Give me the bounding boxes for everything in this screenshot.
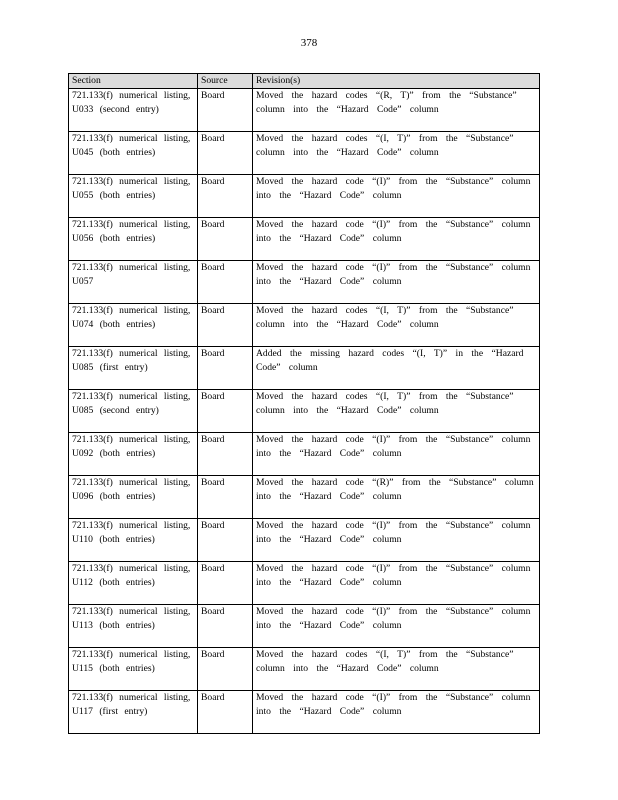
revision-cell: Moved the hazard code “(I)” from the “Substance” column into the “Hazard Code” column — [253, 562, 540, 605]
source-cell: Board — [198, 132, 253, 175]
table-row — [69, 132, 540, 175]
table-row — [69, 476, 540, 519]
table-row — [69, 261, 540, 304]
source-cell: Board — [198, 519, 253, 562]
revisions-table — [68, 73, 540, 734]
table-row — [69, 605, 540, 648]
revision-cell: Moved the hazard code “(I)” from the “Substance” column into the “Hazard Code” column — [253, 433, 540, 476]
source-cell: Board — [198, 347, 253, 390]
section-cell: 721.133(f) numerical listing, U117 (first entry) — [69, 691, 198, 734]
table-row — [69, 433, 540, 476]
section-cell: 721.133(f) numerical listing, U092 (both entries) — [69, 433, 198, 476]
section-cell: 721.133(f) numerical listing, U115 (both entries) — [69, 648, 198, 691]
header-section: Section — [69, 74, 198, 89]
revision-cell: Moved the hazard code “(I)” from the “Substance” column into the “Hazard Code” column — [253, 605, 540, 648]
table-row — [69, 175, 540, 218]
revision-cell: Moved the hazard codes “(I, T)” from the “Substance” column into the “Hazard Code” column — [253, 304, 540, 347]
table-row — [69, 691, 540, 734]
section-cell: 721.133(f) numerical listing, U057 — [69, 261, 198, 304]
header-row — [69, 74, 540, 89]
section-cell: 721.133(f) numerical listing, U033 (second entry) — [69, 89, 198, 132]
table-row — [69, 347, 540, 390]
revision-cell: Added the missing hazard codes “(I, T)” in the “Hazard Code” column — [253, 347, 540, 390]
page-number: 378 — [300, 37, 318, 49]
section-cell: 721.133(f) numerical listing, U074 (both entries) — [69, 304, 198, 347]
section-cell: 721.133(f) numerical listing, U085 (first entry) — [69, 347, 198, 390]
source-cell: Board — [198, 218, 253, 261]
section-cell: 721.133(f) numerical listing, U110 (both entries) — [69, 519, 198, 562]
revision-cell: Moved the hazard code “(I)” from the “Substance” column into the “Hazard Code” column — [253, 261, 540, 304]
table-row — [69, 89, 540, 132]
source-cell: Board — [198, 175, 253, 218]
section-cell: 721.133(f) numerical listing, U112 (both entries) — [69, 562, 198, 605]
section-cell: 721.133(f) numerical listing, U113 (both entries) — [69, 605, 198, 648]
section-cell: 721.133(f) numerical listing, U056 (both entries) — [69, 218, 198, 261]
source-cell: Board — [198, 89, 253, 132]
table-row — [69, 519, 540, 562]
revision-cell: Moved the hazard code “(I)” from the “Substance” column into the “Hazard Code” column — [253, 519, 540, 562]
section-cell: 721.133(f) numerical listing, U055 (both entries) — [69, 175, 198, 218]
source-cell: Board — [198, 691, 253, 734]
header-source: Source — [198, 74, 253, 89]
revision-cell: Moved the hazard code “(R)” from the “Substance” column into the “Hazard Code” column — [253, 476, 540, 519]
revision-cell: Moved the hazard code “(I)” from the “Substance” column into the “Hazard Code” column — [253, 175, 540, 218]
table-row — [69, 562, 540, 605]
table-body — [69, 89, 540, 734]
table-row — [69, 390, 540, 433]
source-cell: Board — [198, 648, 253, 691]
source-cell: Board — [198, 433, 253, 476]
source-cell: Board — [198, 605, 253, 648]
revision-cell: Moved the hazard codes “(I, T)” from the “Substance” column into the “Hazard Code” column — [253, 132, 540, 175]
source-cell: Board — [198, 261, 253, 304]
revision-cell: Moved the hazard code “(I)” from the “Substance” column into the “Hazard Code” column — [253, 218, 540, 261]
table-row — [69, 648, 540, 691]
table-header — [69, 74, 540, 89]
section-cell: 721.133(f) numerical listing, U085 (second entry) — [69, 390, 198, 433]
source-cell: Board — [198, 562, 253, 605]
section-cell: 721.133(f) numerical listing, U045 (both entries) — [69, 132, 198, 175]
revision-cell: Moved the hazard code “(I)” from the “Substance” column into the “Hazard Code” column — [253, 691, 540, 734]
revision-cell: Moved the hazard codes “(I, T)” from the “Substance” column into the “Hazard Code” column — [253, 648, 540, 691]
source-cell: Board — [198, 476, 253, 519]
revision-cell: Moved the hazard codes “(I, T)” from the “Substance” column into the “Hazard Code” column — [253, 390, 540, 433]
source-cell: Board — [198, 390, 253, 433]
table-row — [69, 218, 540, 261]
section-cell: 721.133(f) numerical listing, U096 (both entries) — [69, 476, 198, 519]
source-cell: Board — [198, 304, 253, 347]
header-revisions: Revision(s) — [253, 74, 540, 89]
table-row — [69, 304, 540, 347]
revision-cell: Moved the hazard codes “(R, T)” from the “Substance” column into the “Hazard Code” column — [253, 89, 540, 132]
